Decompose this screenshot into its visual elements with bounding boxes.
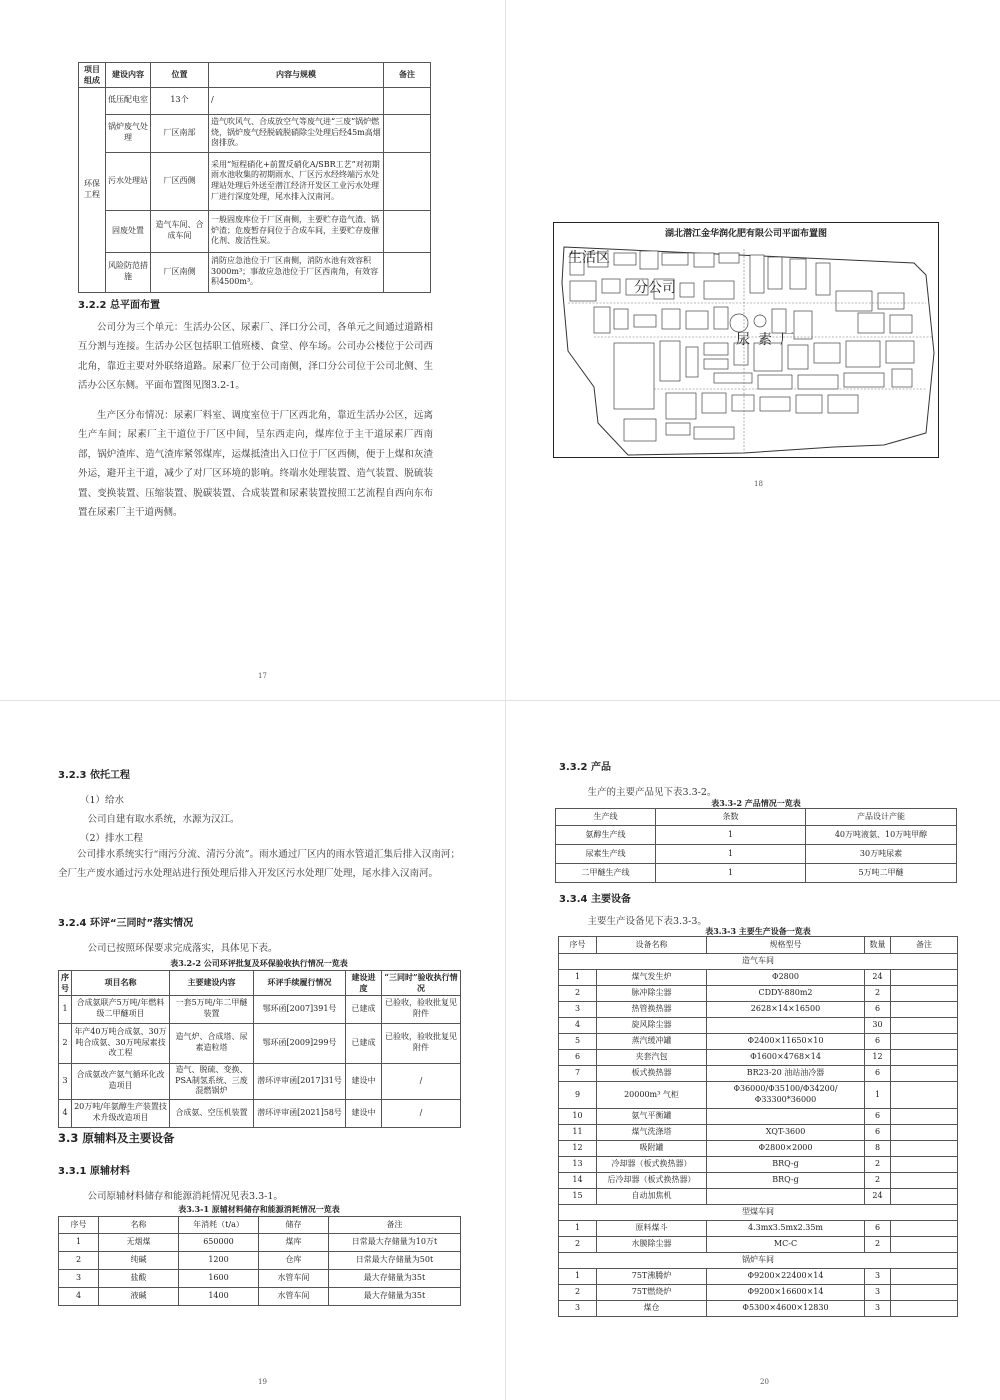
table-cell: 7 xyxy=(559,1066,597,1082)
table-cell: 低压配电室 xyxy=(106,87,151,114)
table-cell: 20000m³ 气柜 xyxy=(597,1082,707,1109)
table-cell: 氨气平衡罐 xyxy=(597,1109,707,1125)
table-cell: 后冷却器（板式换热器） xyxy=(597,1173,707,1189)
table-cell xyxy=(891,1173,958,1189)
col-header: 规格型号 xyxy=(707,937,865,954)
group-row xyxy=(559,954,958,970)
table-cell: Φ9200×16600×14 xyxy=(707,1285,865,1301)
environmental-table xyxy=(78,62,431,293)
table-cell xyxy=(891,1018,958,1034)
table-row xyxy=(556,845,957,864)
table-cell: 水管车间 xyxy=(259,1288,329,1306)
table-row xyxy=(556,864,957,883)
table-cell: 75T燃烧炉 xyxy=(597,1285,707,1301)
table-cell: 1600 xyxy=(179,1270,259,1288)
table-cell: 年产40万吨合成氨、30万吨合成氨、30万吨尿素技改工程 xyxy=(72,1023,170,1063)
table-caption: 表3.3-2 产品情况一览表 xyxy=(711,798,801,808)
table-cell: 自动加焦机 xyxy=(597,1189,707,1205)
table-row xyxy=(559,1109,958,1125)
table-cell: 3 xyxy=(865,1285,891,1301)
table-cell: 2 xyxy=(865,1173,891,1189)
table-cell xyxy=(384,252,431,292)
table-row xyxy=(559,1125,958,1141)
table-cell: 厂区南侧 xyxy=(151,252,209,292)
eia-table xyxy=(58,970,461,1128)
paragraph: 生产的主要产品见下表3.3-2。 xyxy=(587,787,717,798)
table-cell: XQT-3600 xyxy=(707,1125,865,1141)
col-header: 备注 xyxy=(329,1217,461,1234)
table-cell: 煤气洗涤塔 xyxy=(597,1125,707,1141)
paragraph: 公司自建有取水系统，水源为汉江。 xyxy=(87,814,240,825)
table-cell: 建设中 xyxy=(346,1063,382,1099)
table-cell: 3 xyxy=(559,1002,597,1018)
table-cell: 24 xyxy=(865,970,891,986)
table-cell: 4 xyxy=(59,1288,99,1306)
table-row xyxy=(559,1066,958,1082)
paragraph: 主要生产设备见下表3.3-3。 xyxy=(587,916,707,927)
table-cell: 最大存储量为35t xyxy=(329,1270,461,1288)
table-cell xyxy=(384,114,431,152)
table-cell: 1 xyxy=(559,1221,597,1237)
table-cell: 已验收，验收批复见附件 xyxy=(382,1023,461,1063)
table-caption: 表3.3-3 主要生产设备一览表 xyxy=(705,926,811,936)
col-header: 项目组成 xyxy=(79,63,106,88)
table-cell: 合成氨联产5万吨/年燃料级二甲醚项目 xyxy=(72,995,170,1023)
table-cell: BRQ-g xyxy=(707,1157,865,1173)
table-cell xyxy=(891,970,958,986)
table-cell: 2 xyxy=(865,1237,891,1253)
table-cell: 1 xyxy=(656,845,806,864)
site-plan-map xyxy=(553,222,939,458)
table-cell: 3 xyxy=(559,1301,597,1317)
col-header: 位置 xyxy=(151,63,209,88)
table-cell: 风险防范措施 xyxy=(106,252,151,292)
table-cell: 5万吨二甲醚 xyxy=(806,864,957,883)
table-cell: 10 xyxy=(559,1109,597,1125)
subheading: （2）排水工程 xyxy=(80,833,144,844)
table-cell xyxy=(891,1157,958,1173)
table-cell: 一般固废库位于厂区南侧，主要贮存造气渣、锅炉渣；危废暂存间位于合成车间，主要贮存废催化剂、废活性炭。 xyxy=(209,210,384,252)
table-cell: 1200 xyxy=(179,1252,259,1270)
table-cell: 4.3mx3.5mx2.35m xyxy=(707,1221,865,1237)
table-cell: 1 xyxy=(559,970,597,986)
table-cell: 潜环评审函[2017]31号 xyxy=(254,1063,346,1099)
col-header: 建设内容 xyxy=(106,63,151,88)
table-cell: 30 xyxy=(865,1018,891,1034)
table-row xyxy=(559,986,958,1002)
zone-label-living: 生活区 xyxy=(568,250,610,266)
table-cell: 原料煤斗 xyxy=(597,1221,707,1237)
table-row xyxy=(559,1141,958,1157)
table-cell: 6 xyxy=(865,1066,891,1082)
table-row xyxy=(559,1189,958,1205)
table-cell: 二甲醚生产线 xyxy=(556,864,656,883)
table-cell: 夹套汽包 xyxy=(597,1050,707,1066)
section-title: 3.2.4 环评“三同时”落实情况 xyxy=(58,918,194,929)
table-cell xyxy=(384,210,431,252)
table-cell: 12 xyxy=(865,1050,891,1066)
table-cell: Φ2800×2000 xyxy=(707,1141,865,1157)
table-cell: CDDY-880m2 xyxy=(707,986,865,1002)
table-cell: 6 xyxy=(865,1034,891,1050)
table-row xyxy=(559,1173,958,1189)
col-header: 序号 xyxy=(559,937,597,954)
table-row xyxy=(559,1082,958,1109)
table-cell: 40万吨液氨、10万吨甲醇 xyxy=(806,826,957,845)
table-caption: 表3.2-2 公司环评批复及环保验收执行情况一览表 xyxy=(170,958,348,968)
table-cell: 造气吹风气、合成放空气等废气进“三废”锅炉燃烧，锅炉废气经脱硫脱硝除尘处理后经45m高烟囱排放。 xyxy=(209,114,384,152)
group-title: 型煤车间 xyxy=(559,1205,958,1221)
table-cell: 吸附罐 xyxy=(597,1141,707,1157)
col-header: 数量 xyxy=(865,937,891,954)
table-cell: 3 xyxy=(59,1270,99,1288)
table-cell: 污水处理站 xyxy=(106,152,151,210)
col-header: 主要建设内容 xyxy=(170,971,254,996)
page-number: 20 xyxy=(760,1378,769,1386)
table-cell: 2 xyxy=(559,986,597,1002)
table-cell: 潜环评审函[2021]58号 xyxy=(254,1099,346,1127)
paragraph: 公司排水系统实行“雨污分流、清污分流”。雨水通过厂区内的雨水管道汇集后排入汉南河；全厂生产废水通过污水处理站进行预处理后排入开发区污水处理厂处理，尾水排入汉南河。 xyxy=(58,849,460,880)
col-header: 年消耗（t/a） xyxy=(179,1217,259,1234)
table-cell: 冷却器（板式换热器） xyxy=(597,1157,707,1173)
table-cell: 24 xyxy=(865,1189,891,1205)
table-cell: 固废处置 xyxy=(106,210,151,252)
table-cell xyxy=(891,1002,958,1018)
table-cell: 无烟煤 xyxy=(99,1234,179,1252)
table-cell: 厂区西侧 xyxy=(151,152,209,210)
table-cell: Φ1600×4768×14 xyxy=(707,1050,865,1066)
table-cell: 6 xyxy=(559,1050,597,1066)
table-cell xyxy=(384,152,431,210)
subheading: （1）给水 xyxy=(80,795,125,806)
table-cell: 2 xyxy=(559,1237,597,1253)
equipment-table xyxy=(558,936,958,1317)
table-cell xyxy=(891,1189,958,1205)
col-header: 序号 xyxy=(59,1217,99,1234)
table-row xyxy=(59,1023,461,1063)
table-cell: 3 xyxy=(59,1063,72,1099)
table-cell: 75T沸腾炉 xyxy=(597,1269,707,1285)
table-cell xyxy=(891,986,958,1002)
table-cell: 盐酸 xyxy=(99,1270,179,1288)
table-cell: 已建成 xyxy=(346,995,382,1023)
table-cell: / xyxy=(382,1063,461,1099)
table-row xyxy=(559,1050,958,1066)
table-cell: 650000 xyxy=(179,1234,259,1252)
table-cell xyxy=(891,1269,958,1285)
table-cell: 30万吨尿素 xyxy=(806,845,957,864)
table-cell: 尿素生产线 xyxy=(556,845,656,864)
table-cell: 13 xyxy=(559,1157,597,1173)
table-cell xyxy=(891,1082,958,1109)
table-cell: 纯碱 xyxy=(99,1252,179,1270)
table-cell: BR23-20 油站油冷器 xyxy=(707,1066,865,1082)
col-header: 内容与规模 xyxy=(209,63,384,88)
table-cell xyxy=(891,1221,958,1237)
table-cell: 12 xyxy=(559,1141,597,1157)
table-cell: 造气车间、合成车间 xyxy=(151,210,209,252)
table-cell xyxy=(891,1066,958,1082)
col-header: 备注 xyxy=(384,63,431,88)
table-row xyxy=(559,1237,958,1253)
table-cell: 消防应急池位于厂区南侧，消防水池有效容积3000m³；事故应急池位于厂区西南角，有效容积4500m³。 xyxy=(209,252,384,292)
table-cell: 仓库 xyxy=(259,1252,329,1270)
table-cell: 日常最大存储量为10万t xyxy=(329,1234,461,1252)
table-cell: 14 xyxy=(559,1173,597,1189)
materials-table xyxy=(58,1216,461,1306)
table-cell xyxy=(891,1050,958,1066)
table-row xyxy=(59,1234,461,1252)
table-cell: 15 xyxy=(559,1189,597,1205)
table-caption: 表3.3-1 原辅材料储存和能源消耗情况一览表 xyxy=(178,1204,340,1214)
table-cell: 已验收，验收批复见附件 xyxy=(382,995,461,1023)
table-row xyxy=(59,1270,461,1288)
col-header: 序号 xyxy=(59,971,72,996)
table-row xyxy=(559,1269,958,1285)
page-number: 18 xyxy=(754,480,763,488)
col-header: 建设进度 xyxy=(346,971,382,996)
table-cell xyxy=(707,1109,865,1125)
table-row xyxy=(59,1063,461,1099)
table-cell: 1 xyxy=(59,1234,99,1252)
table-cell: 合成氨改产氨气循环化改造项目 xyxy=(72,1063,170,1099)
col-header: 产品设计产能 xyxy=(806,809,957,826)
table-row xyxy=(559,1221,958,1237)
table-cell: BRQ-g xyxy=(707,1173,865,1189)
table-cell: 1400 xyxy=(179,1288,259,1306)
table-cell: 液碱 xyxy=(99,1288,179,1306)
paragraph: 公司原辅材料储存和能源消耗情况见表3.3-1。 xyxy=(87,1191,283,1202)
table-cell: 水膜除尘器 xyxy=(597,1237,707,1253)
group-label: 环保工程 xyxy=(79,87,106,292)
table-row xyxy=(59,1099,461,1127)
table-cell: 6 xyxy=(865,1221,891,1237)
map-title: 湖北潜江金华润化肥有限公司平面布置图 xyxy=(664,229,827,239)
table-cell: Φ9200×22400×14 xyxy=(707,1269,865,1285)
table-cell: 热管换热器 xyxy=(597,1002,707,1018)
table-cell: 氨醇生产线 xyxy=(556,826,656,845)
col-header: 生产线 xyxy=(556,809,656,826)
section-title: 3.3.1 原辅材料 xyxy=(58,1166,130,1177)
section-title: 3.3 原辅料及主要设备 xyxy=(58,1131,175,1145)
table-cell xyxy=(891,1301,958,1317)
table-cell: 板式换热器 xyxy=(597,1066,707,1082)
table-cell xyxy=(891,1237,958,1253)
table-cell: MC-C xyxy=(707,1237,865,1253)
page-gutter-horizontal xyxy=(0,700,1000,701)
section-title: 3.3.4 主要设备 xyxy=(559,894,631,905)
table-cell: Φ5300×4600×12830 xyxy=(707,1301,865,1317)
table-cell: 采用“短程硝化+前置反硝化A/SBR工艺”对初期雨水池收集的初期雨水、厂区污水经终端污水处理站处理后外送至潜江经济开发区工业污水处理厂进行深度处理，尾水排入汉南河。 xyxy=(209,152,384,210)
table-row xyxy=(559,1002,958,1018)
table-cell: 日常最大存储量为50t xyxy=(329,1252,461,1270)
table-row xyxy=(59,1252,461,1270)
table-cell: 2628×14×16500 xyxy=(707,1002,865,1018)
group-title: 造气车间 xyxy=(559,954,958,970)
table-cell: / xyxy=(209,87,384,114)
paragraph: 生产区分布情况：尿素厂料室、调度室位于厂区西北角，靠近生活办公区，远离生产车间；尿素厂主干道位于厂区中间，呈东西走向，煤库位于主干道尿素厂西南部，锅炉渣库、造气渣库紧邻煤库，运煤抵渣出入口位于厂区西侧，便于上煤和灰渣外运，避开主干道，减少了对厂区环境的影响。终端水处理装置、造气装置、脱硫装置、变换装置、压缩装置、脱碳装置、合成装置和尿素装置按照工艺流程自西向东布置在尿素厂主干道两侧。 xyxy=(78,410,433,519)
table-cell: 13个 xyxy=(151,87,209,114)
table-cell xyxy=(707,1018,865,1034)
table-cell: 2 xyxy=(59,1252,99,1270)
table-cell: 2 xyxy=(59,1023,72,1063)
table-row xyxy=(556,826,957,845)
table-cell: 1 xyxy=(59,995,72,1023)
table-cell: 一套5万吨/年二甲醚装置 xyxy=(170,995,254,1023)
table-cell: 水管车间 xyxy=(259,1270,329,1288)
section-title: 3.2.2 总平面布置 xyxy=(78,300,160,311)
table-cell: 20万吨/年氨醇生产装置技术升级改造项目 xyxy=(72,1099,170,1127)
table-row xyxy=(559,1018,958,1034)
col-header: “三同时”验收执行情况 xyxy=(382,971,461,996)
page-number: 19 xyxy=(258,1378,267,1386)
table-cell: 造气、脱硫、变换、PSA制氢系统、三废混燃锅炉 xyxy=(170,1063,254,1099)
table-cell xyxy=(891,1034,958,1050)
table-cell: 2 xyxy=(559,1285,597,1301)
table-cell: 锅炉废气处理 xyxy=(106,114,151,152)
table-cell: 3 xyxy=(865,1269,891,1285)
group-row xyxy=(559,1253,958,1269)
table-cell: 厂区南部 xyxy=(151,114,209,152)
table-cell: 最大存储量为35t xyxy=(329,1288,461,1306)
table-cell: 煤仓 xyxy=(597,1301,707,1317)
section-title: 3.3.2 产品 xyxy=(559,762,611,773)
section-title: 3.2.3 依托工程 xyxy=(58,770,130,781)
zone-label-branch: 分公司 xyxy=(634,280,676,296)
table-cell: 1 xyxy=(865,1082,891,1109)
table-cell: 2 xyxy=(865,986,891,1002)
table-cell: 4 xyxy=(59,1099,72,1127)
table-row xyxy=(59,1288,461,1306)
table-row xyxy=(559,1285,958,1301)
page-number: 17 xyxy=(258,672,267,680)
table-cell: 1 xyxy=(656,826,806,845)
table-cell: 11 xyxy=(559,1125,597,1141)
table-cell: 已建成 xyxy=(346,1023,382,1063)
paragraph: 公司已按照环保要求完成落实，具体见下表。 xyxy=(87,943,278,954)
table-cell: 6 xyxy=(865,1125,891,1141)
col-header: 环评手续履行情况 xyxy=(254,971,346,996)
table-cell: 煤气发生炉 xyxy=(597,970,707,986)
table-cell xyxy=(891,1141,958,1157)
table-row xyxy=(59,995,461,1023)
table-cell: 1 xyxy=(656,864,806,883)
table-cell: 建设中 xyxy=(346,1099,382,1127)
table-cell: / xyxy=(382,1099,461,1127)
table-cell xyxy=(707,1189,865,1205)
table-cell: 煤库 xyxy=(259,1234,329,1252)
table-cell: 脉冲除尘器 xyxy=(597,986,707,1002)
table-cell: 蒸汽缓冲罐 xyxy=(597,1034,707,1050)
table-cell xyxy=(891,1285,958,1301)
zone-label-urea: 尿素厂 xyxy=(736,332,802,348)
table-cell: 3 xyxy=(865,1301,891,1317)
table-cell: 合成氨、空压机装置 xyxy=(170,1099,254,1127)
table-cell: Φ2800 xyxy=(707,970,865,986)
table-cell: 旋风除尘器 xyxy=(597,1018,707,1034)
col-header: 备注 xyxy=(891,937,958,954)
table-cell: 鄂环函[2009]299号 xyxy=(254,1023,346,1063)
products-table xyxy=(555,808,957,883)
col-header: 项目名称 xyxy=(72,971,170,996)
col-header: 储存 xyxy=(259,1217,329,1234)
col-header: 名称 xyxy=(99,1217,179,1234)
table-cell xyxy=(891,1125,958,1141)
group-title: 锅炉车间 xyxy=(559,1253,958,1269)
table-cell: 1 xyxy=(559,1269,597,1285)
table-cell: 造气炉、合成塔、尿素造粒塔 xyxy=(170,1023,254,1063)
table-cell: 2 xyxy=(865,1157,891,1173)
paragraph: 公司分为三个单元：生活办公区、尿素厂、泽口分公司，各单元之间通过道路相互分割与连接。生活办公区包括职工值班楼、食堂、停车场。公司办公楼位于公司西北角，靠近主要对外联络道路。尿素厂位于公司南侧，泽口分公司位于公司北侧、生活办公区东侧。平面布置图见图3.2-1。 xyxy=(78,322,433,392)
table-cell: 6 xyxy=(865,1109,891,1125)
table-cell: 8 xyxy=(865,1141,891,1157)
table-cell: Φ36000/Φ35100/Φ34200/Φ33300*36000 xyxy=(707,1082,865,1109)
table-cell xyxy=(384,87,431,114)
table-cell: 6 xyxy=(865,1002,891,1018)
table-row xyxy=(559,1301,958,1317)
group-row xyxy=(559,1205,958,1221)
table-row xyxy=(559,1034,958,1050)
table-cell: 9 xyxy=(559,1082,597,1109)
table-row xyxy=(559,1157,958,1173)
table-cell: Φ2400×11650×10 xyxy=(707,1034,865,1050)
col-header: 条数 xyxy=(656,809,806,826)
table-cell xyxy=(891,1109,958,1125)
table-cell: 4 xyxy=(559,1018,597,1034)
table-row xyxy=(559,970,958,986)
col-header: 设备名称 xyxy=(597,937,707,954)
table-cell: 5 xyxy=(559,1034,597,1050)
table-cell: 鄂环函[2007]391号 xyxy=(254,995,346,1023)
